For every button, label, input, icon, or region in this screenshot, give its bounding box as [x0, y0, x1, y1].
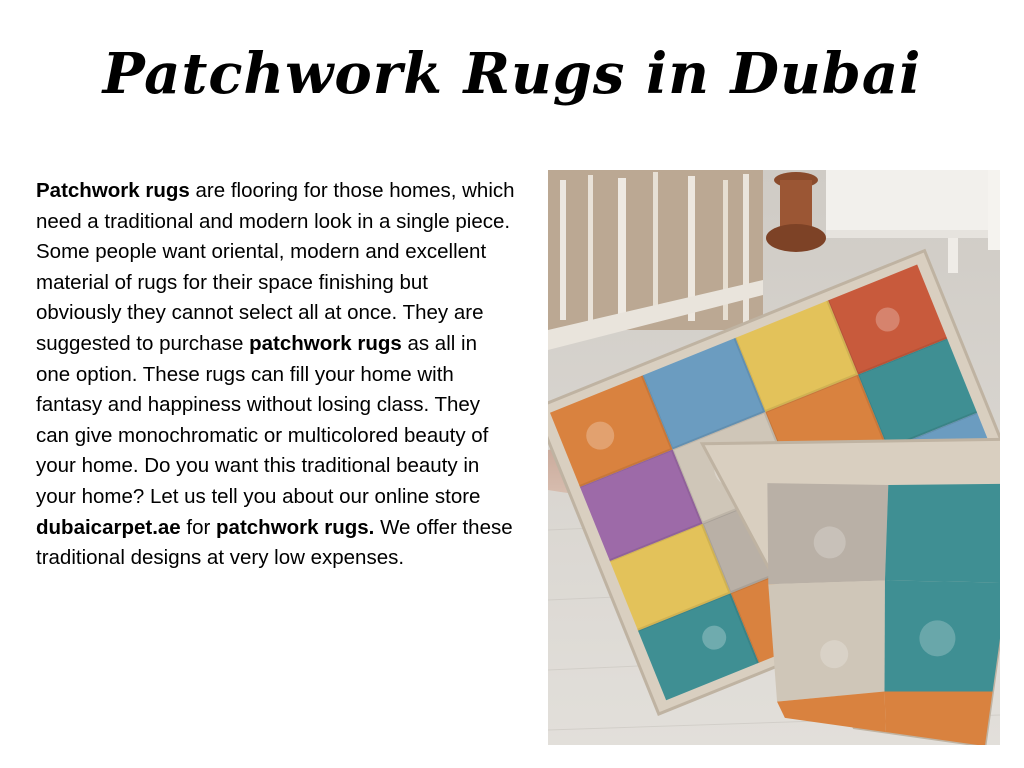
- description-paragraph: [36, 176, 516, 574]
- paragraph-text: are flooring for those homes, which need a traditional and modern look in a single piece. Some people want oriental, modern and excellent material of rugs for their space finishing but obviously they cannot select all at once. They are suggested to purchase: [36, 179, 515, 355]
- page-title: Patchwork Rugs in Dubai: [102, 41, 922, 107]
- patchwork-rug-photo: [548, 170, 1000, 745]
- bold-term: patchwork rugs.: [216, 515, 375, 539]
- paragraph-text: for: [180, 515, 217, 539]
- paragraph-text: as all in one option. These rugs can fill your home with fantasy and happiness without losing class. They can give monochromatic or multicolored beauty of your home. Do you want this traditional beauty in your home? Let us tell you about our online store: [36, 331, 489, 508]
- store-link-text: dubaicarpet.ae: [36, 515, 181, 539]
- bold-term: Patchwork rugs: [36, 179, 190, 202]
- paragraph-text: We offer these traditional designs at very low expenses.: [36, 515, 513, 570]
- bold-term: patchwork rugs: [249, 331, 402, 355]
